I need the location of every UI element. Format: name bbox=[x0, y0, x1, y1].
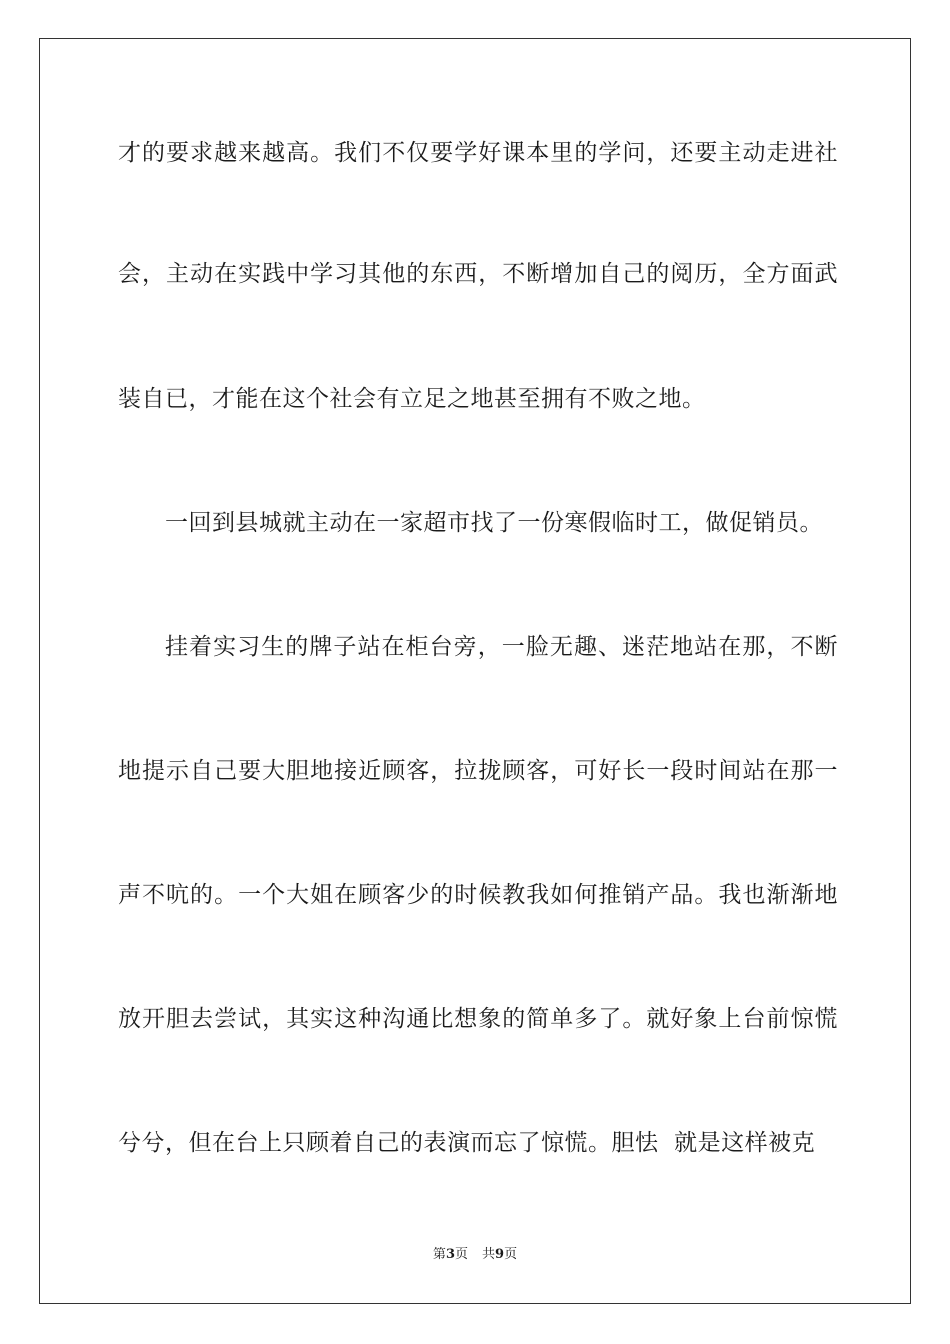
text-line: 放开胆去尝试，其实这种沟通比想象的简单多了。就好象上台前惊慌 bbox=[118, 1006, 838, 1032]
text-line: 地提示自己要大胆地接近顾客，拉拢顾客，可好长一段时间站在那一 bbox=[118, 758, 838, 784]
text-line: 兮兮，但在台上只顾着自己的表演而忘了惊慌。胆怯 就是这样被克 bbox=[118, 1130, 816, 1156]
text-line: 挂着实习生的牌子站在柜台旁，一脸无趣、迷茫地站在那，不断 bbox=[165, 634, 838, 660]
text-line: 一回到县城就主动在一家超市找了一份寒假临时工，做促销员。 bbox=[165, 510, 823, 536]
text-line: 声不吭的。一个大姐在顾客少的时候教我如何推销产品。我也渐渐地 bbox=[118, 882, 838, 908]
total-pages-label: 共9页 bbox=[482, 1247, 518, 1262]
page-border bbox=[39, 38, 911, 1304]
page-footer bbox=[0, 1246, 950, 1264]
text-line: 会，主动在实践中学习其他的东西，不断增加自己的阅历，全方面武 bbox=[118, 261, 838, 287]
text-line: 才的要求越来越高。我们不仅要学好课本里的学问，还要主动走进社 bbox=[118, 140, 838, 166]
text-line: 装自已，才能在这个社会有立足之地甚至拥有不败之地。 bbox=[118, 386, 706, 412]
page-number-label: 第3页 bbox=[432, 1247, 468, 1262]
